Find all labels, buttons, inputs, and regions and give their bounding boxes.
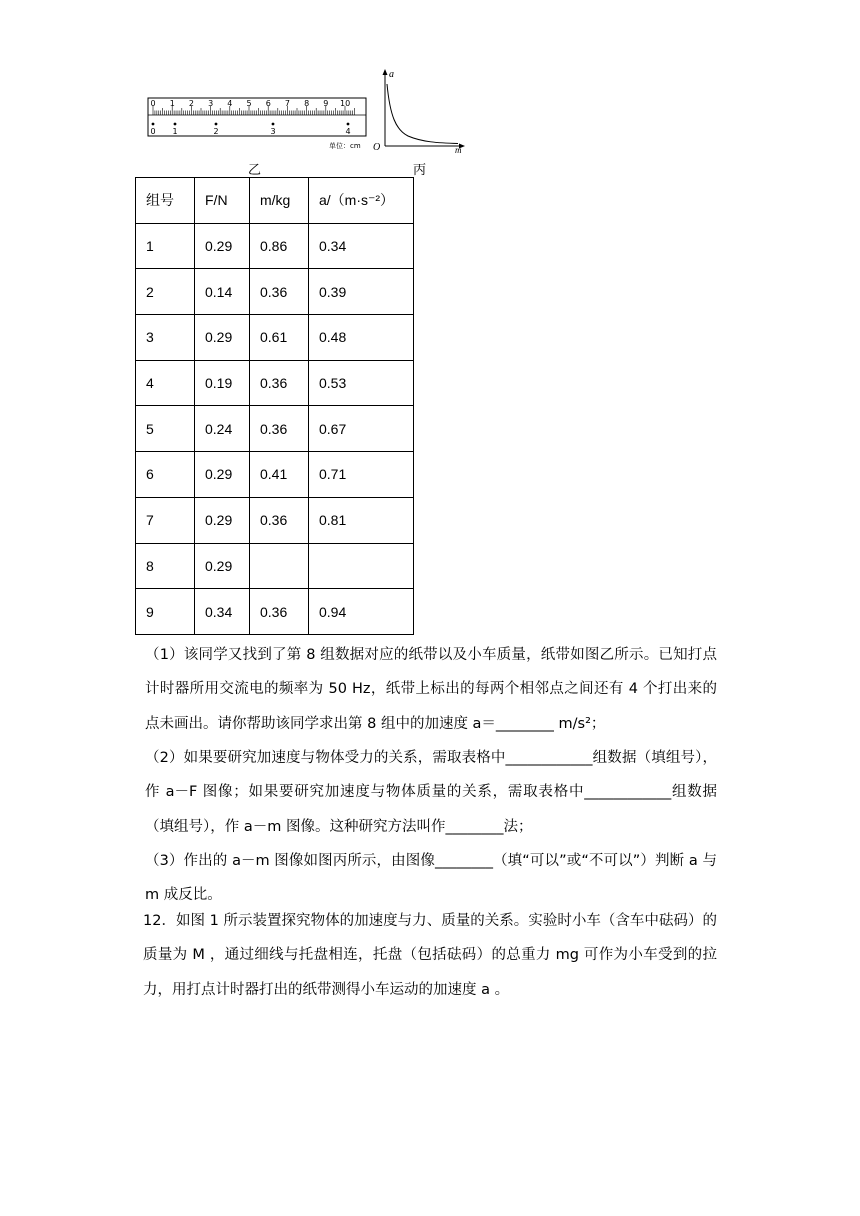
force-cell: 0.24 — [195, 406, 250, 452]
acceleration-cell: 0.81 — [309, 497, 414, 543]
ruler-number: 2 — [188, 99, 194, 108]
y-axis-arrow — [383, 69, 388, 75]
tape-dot — [174, 123, 177, 126]
table-row — [136, 223, 414, 269]
ruler-number: 1 — [169, 99, 175, 108]
group-cell: 2 — [136, 269, 195, 315]
acceleration-cell: 0.34 — [309, 223, 414, 269]
mass-cell: 0.41 — [250, 452, 309, 498]
mass-cell — [250, 543, 309, 589]
group-cell: 6 — [136, 452, 195, 498]
table-header-cell: F/N — [195, 178, 250, 224]
question-12 — [143, 904, 717, 1007]
ruler-number: 3 — [208, 99, 214, 108]
tape-point-label: 0 — [150, 127, 156, 136]
table-header-cell: m/kg — [250, 178, 309, 224]
ruler-number: 6 — [265, 99, 271, 108]
inverse-curve — [387, 84, 458, 144]
table-header-cell: 组号 — [136, 178, 195, 224]
ruler-outline — [148, 98, 366, 136]
ruler-number: 10 — [340, 99, 351, 108]
figure-bing-caption: 丙 — [413, 163, 427, 178]
table-row — [136, 360, 414, 406]
mass-cell: 0.36 — [250, 406, 309, 452]
ruler-number: 4 — [227, 99, 233, 108]
mass-cell: 0.86 — [250, 223, 309, 269]
group-cell: 7 — [136, 497, 195, 543]
ruler-number: 9 — [323, 99, 329, 108]
group-cell: 8 — [136, 543, 195, 589]
tape-dot — [272, 123, 275, 126]
acceleration-cell: 0.53 — [309, 360, 414, 406]
group-cell: 4 — [136, 360, 195, 406]
table-row — [136, 269, 414, 315]
question-2 — [145, 741, 717, 844]
force-cell: 0.29 — [195, 452, 250, 498]
ruler-number: 7 — [284, 99, 290, 108]
question-3 — [145, 844, 717, 913]
table-header-cell: a/（m·s⁻²） — [309, 178, 414, 224]
figure-yi-ruler-tape — [145, 95, 371, 157]
force-cell: 0.19 — [195, 360, 250, 406]
question-2-text: （2）如果要研究加速度与物体受力的关系，需取表格中____________组数据（填组号），作 a－F 图像；如果要研究加速度与物体质量的关系，需取表格中____________组数据（填组号），作 a－m 图像。这种研究方法叫作________法； — [145, 750, 717, 835]
figure-yi-caption: 乙 — [248, 163, 262, 178]
table-row — [136, 589, 414, 635]
mass-cell: 0.36 — [250, 360, 309, 406]
tape-points — [151, 123, 351, 136]
table-header-row — [136, 178, 414, 224]
data-table — [135, 177, 414, 635]
table-row — [136, 497, 414, 543]
question-1-text: （1）该同学又找到了第 8 组数据对应的纸带以及小车质量，纸带如图乙所示。已知打点计时器所用交流电的频率为 50 Hz，纸带上标出的每两个相邻点之间还有 4 个打出来的点未画出。请你帮助该同学求出第 8 组中的加速度 a＝________ m/s²； — [145, 647, 717, 732]
tape-point-label: 3 — [270, 127, 276, 136]
tape-dot — [152, 123, 155, 126]
tape-point-label: 2 — [213, 127, 219, 136]
tape-dot — [215, 123, 218, 126]
tape-point-label: 4 — [345, 127, 351, 136]
mass-cell: 0.36 — [250, 497, 309, 543]
group-cell: 3 — [136, 315, 195, 361]
ruler-scale-numbers — [151, 99, 351, 108]
table-row — [136, 406, 414, 452]
unit-label: 单位：cm — [329, 142, 361, 150]
acceleration-cell: 0.67 — [309, 406, 414, 452]
ruler-number: 8 — [304, 99, 310, 108]
group-cell: 1 — [136, 223, 195, 269]
acceleration-cell: 0.94 — [309, 589, 414, 635]
force-cell: 0.29 — [195, 315, 250, 361]
table-row — [136, 543, 414, 589]
mass-cell: 0.61 — [250, 315, 309, 361]
force-cell: 0.29 — [195, 543, 250, 589]
force-cell: 0.29 — [195, 223, 250, 269]
ruler-number: 0 — [150, 99, 156, 108]
question-1 — [145, 638, 717, 741]
table-row — [136, 315, 414, 361]
figure-bing-a-m-graph — [370, 68, 468, 154]
question-12-text: 12．如图 1 所示装置探究物体的加速度与力、质量的关系。实验时小车（含车中砝码）的质量为 M ，通过细线与托盘相连，托盘（包括砝码）的总重力 mg 可作为小车受到的拉力，用打点计时器打出的纸带测得小车运动的加速度 a 。 — [143, 913, 717, 998]
x-axis-label: m — [455, 145, 462, 154]
acceleration-cell: 0.71 — [309, 452, 414, 498]
tape-dot — [347, 123, 350, 126]
force-cell: 0.14 — [195, 269, 250, 315]
group-cell: 9 — [136, 589, 195, 635]
force-cell: 0.29 — [195, 497, 250, 543]
force-cell: 0.34 — [195, 589, 250, 635]
y-axis-label: a — [389, 69, 394, 80]
mass-cell: 0.36 — [250, 589, 309, 635]
acceleration-cell: 0.39 — [309, 269, 414, 315]
acceleration-cell: 0.48 — [309, 315, 414, 361]
tape-point-label: 1 — [172, 127, 178, 136]
question-3-text: （3）作出的 a－m 图像如图丙所示，由图像________（填“可以”或“不可以”）判断 a 与 m 成反比。 — [145, 853, 717, 904]
group-cell: 5 — [136, 406, 195, 452]
origin-label: O — [373, 142, 381, 153]
ruler-number: 5 — [246, 99, 252, 108]
table-row — [136, 452, 414, 498]
acceleration-cell — [309, 543, 414, 589]
mass-cell: 0.36 — [250, 269, 309, 315]
